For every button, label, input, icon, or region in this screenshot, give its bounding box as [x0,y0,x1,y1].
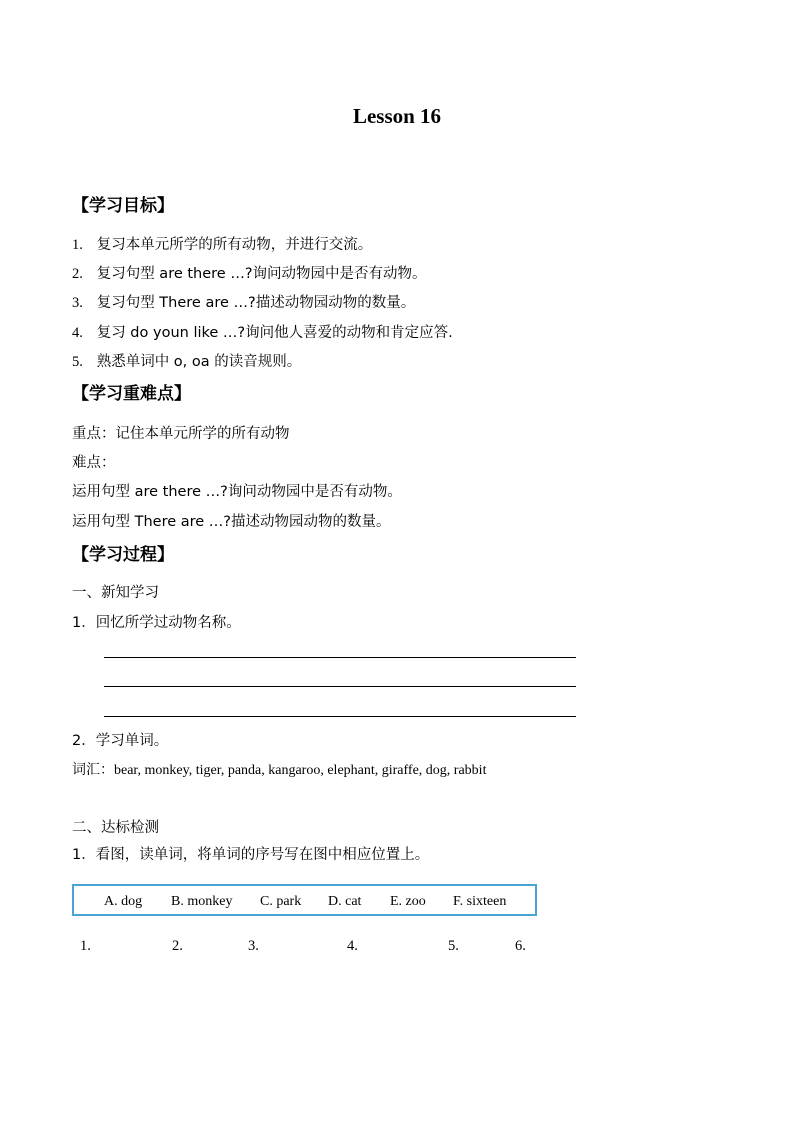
answer-number: 1. [80,938,91,954]
option-b: B. monkey [171,894,233,909]
answer-line[interactable] [104,716,576,717]
goal-text: 复习本单元所学的所有动物，并进行交流。 [96,237,373,253]
part-title: 二、达标检测 [72,820,159,836]
answer-number: 6. [515,938,526,954]
goal-text: 复习 do youn like …?询问他人喜爱的动物和肯定应答. [96,325,453,341]
key-point-line: 运用句型 There are …?描述动物园动物的数量。 [72,514,391,530]
goal-text: 复习句型 There are …?描述动物园动物的数量。 [96,295,416,311]
goal-number: 1. [72,237,83,253]
goal-number: 2. [72,266,83,282]
option-e: E. zoo [390,894,426,909]
key-point-line: 运用句型 are there …?询问动物园中是否有动物。 [72,484,402,500]
vocabulary-line [72,759,486,779]
key-point-line: 重点：记住本单元所学的所有动物 [72,426,290,442]
goal-item [72,350,301,371]
answer-number: 3. [248,938,259,954]
option-d: D. cat [328,894,362,909]
question-text: 1．回忆所学过动物名称。 [72,615,241,631]
goal-number: 4. [72,325,83,341]
section-heading-key-points: 【学习重难点】 [72,384,191,404]
goal-text: 熟悉单词中 o, oa 的读音规则。 [96,354,302,370]
question-text: 2．学习单词。 [72,733,169,749]
answer-number: 5. [448,938,459,954]
section-heading-process: 【学习过程】 [72,545,174,565]
option-f: F. sixteen [453,894,507,909]
option-a: A. dog [104,894,143,909]
goal-item [72,291,415,312]
goal-text: 复习句型 are there …?询问动物园中是否有动物。 [96,266,427,282]
question-text: 1．看图，读单词，将单词的序号写在图中相应位置上。 [72,847,430,863]
vocabulary-text: 词汇：bear, monkey, tiger, panda, kangaroo, elephant, giraffe, dog, rabbit [72,763,487,778]
word-options-box [72,884,537,916]
answer-number: 4. [347,938,358,954]
part-title: 一、新知学习 [72,585,159,601]
goal-item [72,321,453,342]
page-title: Lesson 16 [352,104,442,128]
section-heading-goals: 【学习目标】 [72,196,174,216]
answer-line[interactable] [104,686,576,687]
goal-number: 3. [72,295,83,311]
goal-number: 5. [72,354,83,370]
key-point-line: 难点： [72,455,116,471]
answer-number: 2. [172,938,183,954]
answer-line[interactable] [104,657,576,658]
goal-item [72,262,427,283]
option-c: C. park [260,894,302,909]
goal-item [72,233,372,254]
